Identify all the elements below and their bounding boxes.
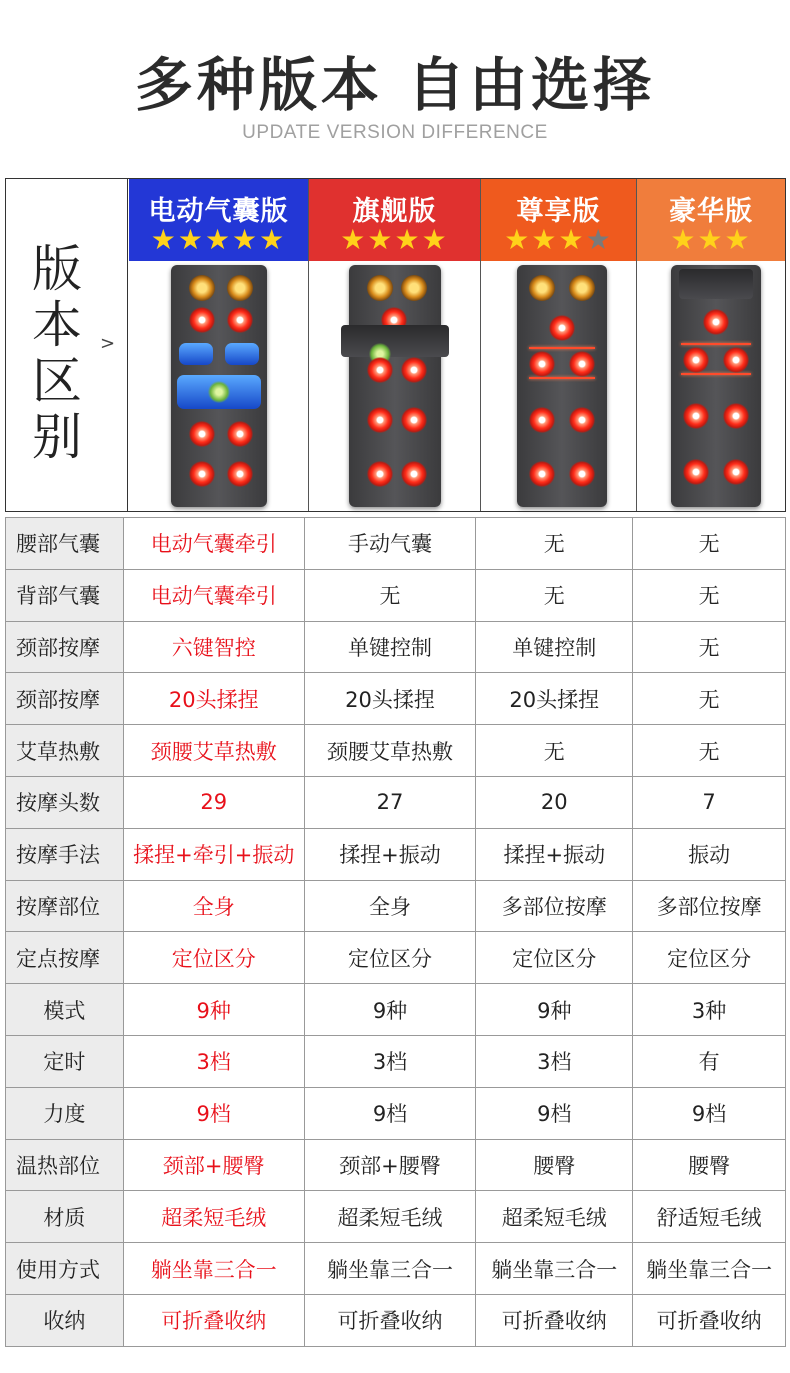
massage-node-icon (683, 459, 709, 485)
neck-massager-icon (227, 275, 253, 301)
spec-value: 无 (633, 569, 786, 621)
spec-label: 使用方式 (6, 1243, 124, 1295)
version-header-table (5, 178, 786, 512)
spec-value: 超柔短毛绒 (123, 1191, 304, 1243)
spec-value: 29 (123, 776, 304, 828)
spec-value: 27 (304, 776, 476, 828)
spec-value: 3档 (123, 1035, 304, 1087)
spec-value: 定位区分 (123, 932, 304, 984)
spec-label: 材质 (6, 1191, 124, 1243)
table-row (6, 621, 786, 673)
spec-value: 颈部+腰臀 (123, 1139, 304, 1191)
spec-value: 定位区分 (633, 932, 786, 984)
spec-value: 颈部+腰臀 (304, 1139, 476, 1191)
spec-label: 背部气囊 (6, 569, 124, 621)
headrest-icon (679, 269, 753, 299)
spec-value: 腰臀 (633, 1139, 786, 1191)
massage-node-icon (723, 459, 749, 485)
version-head (481, 179, 636, 261)
table-row (6, 1294, 786, 1346)
manual-airbag-belt-icon (341, 325, 449, 357)
massage-node-icon (569, 461, 595, 487)
massage-node-icon (401, 407, 427, 433)
spec-value: 9种 (476, 984, 633, 1036)
spec-label: 腰部气囊 (6, 518, 124, 570)
massage-node-icon (703, 309, 729, 335)
heating-line (529, 377, 595, 379)
spec-value: 7 (633, 776, 786, 828)
version-col-premium (481, 179, 637, 511)
massage-node-icon (401, 357, 427, 383)
spec-value: 可折叠收纳 (633, 1294, 786, 1346)
spec-value: 六键智控 (123, 621, 304, 673)
massage-node-icon (529, 461, 555, 487)
version-name: 尊享版 (516, 196, 601, 227)
table-row (6, 1087, 786, 1139)
page-title: 多种版本 自由选择 (134, 51, 656, 119)
massage-node-icon (723, 403, 749, 429)
spec-value: 腰臀 (476, 1139, 633, 1191)
spec-value: 颈腰艾草热敷 (304, 725, 476, 777)
spec-value: 躺坐靠三合一 (476, 1243, 633, 1295)
spec-value: 定位区分 (304, 932, 476, 984)
heating-line (529, 347, 595, 349)
spec-value: 9档 (633, 1087, 786, 1139)
heating-line (681, 343, 751, 345)
spec-value: 躺坐靠三合一 (633, 1243, 786, 1295)
version-head (309, 179, 480, 261)
table-row (6, 1139, 786, 1191)
table-row (6, 725, 786, 777)
spec-comparison-table (5, 517, 786, 1347)
spec-value: 无 (304, 569, 476, 621)
massage-node-icon (189, 307, 215, 333)
massage-node-icon (227, 421, 253, 447)
spec-value: 可折叠收纳 (476, 1294, 633, 1346)
spec-label: 按摩部位 (6, 880, 124, 932)
spec-value: 9档 (123, 1087, 304, 1139)
massage-node-icon (723, 347, 749, 373)
product-image (637, 261, 785, 511)
full-stars: ★★★ (504, 223, 586, 256)
spec-value: 全身 (304, 880, 476, 932)
spec-label: 定点按摩 (6, 932, 124, 984)
spec-label: 颈部按摩 (6, 621, 124, 673)
massage-node-icon (401, 461, 427, 487)
spec-value: 舒适短毛绒 (633, 1191, 786, 1243)
spec-value: 3档 (304, 1035, 476, 1087)
version-diff-char: 区 (32, 352, 82, 410)
spec-value: 无 (476, 518, 633, 570)
version-name: 旗舰版 (352, 196, 437, 227)
spec-value: 可折叠收纳 (123, 1294, 304, 1346)
spec-label: 按摩手法 (6, 828, 124, 880)
version-head (129, 179, 308, 261)
spec-table-body (6, 518, 786, 1347)
spec-value: 20 (476, 776, 633, 828)
spec-label: 收纳 (6, 1294, 124, 1346)
neck-massager-icon (569, 275, 595, 301)
neck-massager-icon (189, 275, 215, 301)
neck-massager-icon (401, 275, 427, 301)
spec-value: 手动气囊 (304, 518, 476, 570)
airbag-icon (225, 343, 259, 365)
airbag-icon (179, 343, 213, 365)
spec-value: 超柔短毛绒 (304, 1191, 476, 1243)
spec-label: 温热部位 (6, 1139, 124, 1191)
neck-massager-icon (367, 275, 393, 301)
massage-node-icon (189, 461, 215, 487)
spec-value: 可折叠收纳 (304, 1294, 476, 1346)
spec-value: 多部位按摩 (476, 880, 633, 932)
product-image (309, 261, 480, 511)
spec-label: 按摩头数 (6, 776, 124, 828)
spec-value: 电动气囊牵引 (123, 569, 304, 621)
massage-node-icon (529, 351, 555, 377)
spec-label: 定时 (6, 1035, 124, 1087)
table-row (6, 1243, 786, 1295)
massage-node-icon (683, 403, 709, 429)
spec-value: 躺坐靠三合一 (123, 1243, 304, 1295)
massage-node-icon (549, 315, 575, 341)
spec-value: 颈腰艾草热敷 (123, 725, 304, 777)
spec-value: 揉捏+振动 (304, 828, 476, 880)
version-diff-label (6, 179, 128, 511)
version-diff-char: 别 (32, 408, 82, 466)
spec-value: 揉捏+振动 (476, 828, 633, 880)
spec-value: 无 (476, 569, 633, 621)
spec-value: 9档 (476, 1087, 633, 1139)
star-rating-icon: ★★★ (670, 223, 752, 256)
spec-value: 揉捏+牵引+振动 (123, 828, 304, 880)
table-row (6, 1191, 786, 1243)
spec-value: 多部位按摩 (633, 880, 786, 932)
spec-value: 定位区分 (476, 932, 633, 984)
massage-node-icon (529, 407, 555, 433)
spec-value: 20头揉捏 (123, 673, 304, 725)
table-row (6, 569, 786, 621)
spec-value: 无 (633, 673, 786, 725)
table-row (6, 828, 786, 880)
massage-node-icon (683, 347, 709, 373)
spec-value: 超柔短毛绒 (476, 1191, 633, 1243)
version-col-deluxe (637, 179, 785, 511)
version-diff-char: 版 (32, 240, 82, 298)
massage-node-icon (569, 407, 595, 433)
table-row (6, 880, 786, 932)
version-name: 电动气囊版 (148, 196, 289, 227)
massage-node-icon (367, 407, 393, 433)
table-row (6, 1035, 786, 1087)
neck-massager-icon (529, 275, 555, 301)
spec-value: 3档 (476, 1035, 633, 1087)
spec-label: 颈部按摩 (6, 673, 124, 725)
star-rating-icon: ★★★★★ (150, 223, 287, 256)
spec-value: 无 (633, 621, 786, 673)
massage-node-icon (227, 461, 253, 487)
massage-node-icon (227, 307, 253, 333)
spec-value: 振动 (633, 828, 786, 880)
version-col-electric-airbag (129, 179, 309, 511)
spec-value: 单键控制 (304, 621, 476, 673)
massage-node-icon (189, 421, 215, 447)
spec-value: 3种 (633, 984, 786, 1036)
massage-mat-image (671, 265, 761, 507)
spec-value: 无 (633, 518, 786, 570)
massage-node-icon (367, 357, 393, 383)
star-rating-icon (481, 225, 636, 255)
massage-mat-image (517, 265, 607, 507)
heating-line (681, 373, 751, 375)
page-subtitle: UPDATE VERSION DIFFERENCE (242, 122, 548, 143)
star-rating-icon: ★★★★ (340, 223, 449, 256)
product-image (481, 261, 636, 511)
table-row (6, 673, 786, 725)
version-name: 豪华版 (669, 196, 753, 227)
half-star-icon: ★ (585, 223, 613, 256)
version-col-flagship (309, 179, 481, 511)
table-row (6, 932, 786, 984)
table-row (6, 984, 786, 1036)
massage-node-icon (569, 351, 595, 377)
version-diff-text (32, 241, 92, 465)
spec-label: 力度 (6, 1087, 124, 1139)
product-image (129, 261, 308, 511)
spec-value: 全身 (123, 880, 304, 932)
massage-node-icon (367, 461, 393, 487)
spec-value: 20头揉捏 (304, 673, 476, 725)
version-diff-char: 本 (32, 296, 82, 354)
chevron-right-icon: > (100, 333, 116, 354)
massage-mat-image (349, 265, 441, 507)
spec-value: 躺坐靠三合一 (304, 1243, 476, 1295)
spec-value: 无 (633, 725, 786, 777)
spec-value: 无 (476, 725, 633, 777)
spec-value: 电动气囊牵引 (123, 518, 304, 570)
spec-value: 9种 (304, 984, 476, 1036)
spec-value: 9档 (304, 1087, 476, 1139)
spec-value: 20头揉捏 (476, 673, 633, 725)
spec-value: 9种 (123, 984, 304, 1036)
table-row (6, 776, 786, 828)
mugwort-icon (208, 381, 230, 403)
version-head (637, 179, 785, 261)
spec-value: 有 (633, 1035, 786, 1087)
spec-value: 单键控制 (476, 621, 633, 673)
massage-mat-image (171, 265, 267, 507)
spec-label: 艾草热敷 (6, 725, 124, 777)
spec-label: 模式 (6, 984, 124, 1036)
table-row (6, 518, 786, 570)
